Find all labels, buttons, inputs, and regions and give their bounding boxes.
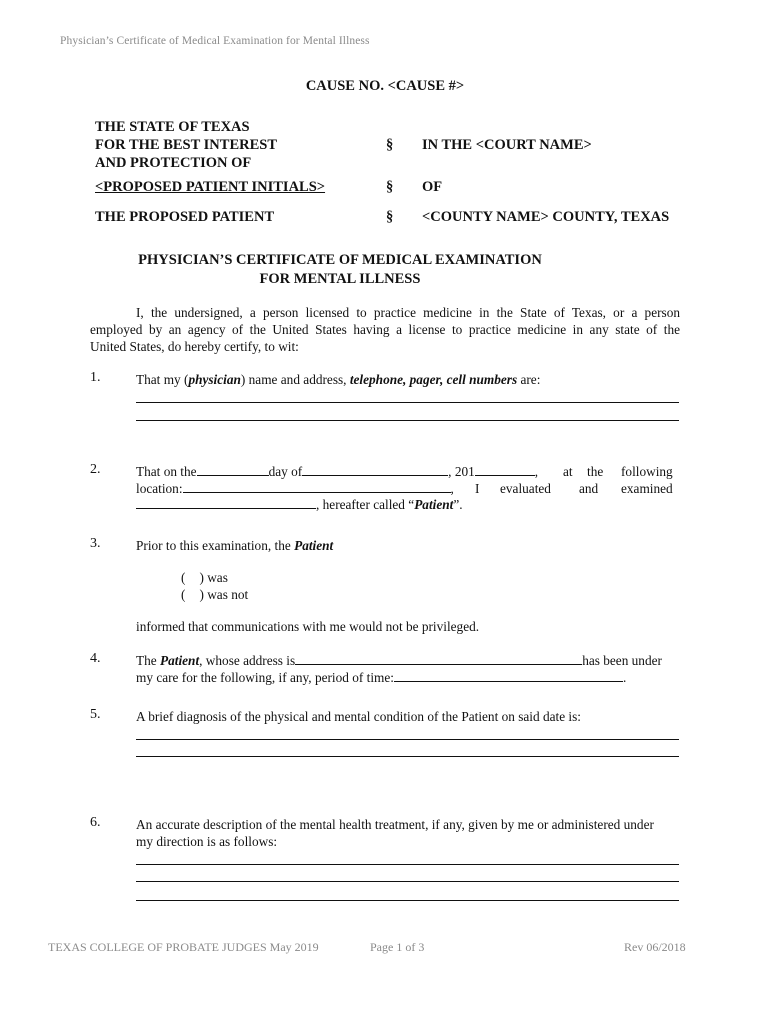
diagnosis-line[interactable] [136,756,679,757]
cause-number: CAUSE NO. <CAUSE #> [305,78,465,94]
item-3-informed: informed that communications with me would not be privileged. [136,619,480,634]
county-name-field[interactable]: <COUNTY NAME> COUNTY, TEXAS [422,209,670,225]
month-field[interactable] [302,463,448,476]
of-label: OF [422,179,443,195]
option-was-not[interactable]: ( ) was not [181,587,249,602]
style-left-block [95,118,277,172]
footer-page: Page 1 of 3 [370,940,425,954]
patient-name-field[interactable] [136,496,316,509]
care-period-field[interactable] [394,669,623,682]
item-number: 6. [90,815,101,830]
proposed-patient-label: THE PROPOSED PATIENT [95,209,275,225]
year-field[interactable] [475,463,535,476]
item-number: 2. [90,462,101,477]
title-line: FOR MENTAL ILLNESS [259,271,421,287]
style-line: THE STATE OF TEXAS [95,119,250,135]
item-6-line-1: An accurate description of the mental health treatment, if any, given by me or administered under [136,817,654,832]
section-mark: § [386,209,394,225]
document-header: Physician’s Certificate of Medical Examination for Mental Illness [60,35,370,47]
item-2-line-3: , hereafter called “Patient”. [136,496,463,513]
document-title [0,251,725,289]
title-line: PHYSICIAN’S CERTIFICATE OF MEDICAL EXAMINATION [138,252,542,268]
treatment-line[interactable] [136,864,679,865]
intro-line: I, the undersigned, a person licensed to practice medicine in the State of Texas, or a person [136,305,680,320]
treatment-line[interactable] [136,900,679,901]
item-number: 3. [90,536,101,551]
item-number: 4. [90,651,101,666]
item-4-line-1: The Patient, whose address is has been under [136,653,662,668]
item-2-line-1: That on the day of , 201 , at the following [136,464,673,479]
intro-line: United States, do hereby certify, to wit: [90,339,299,354]
day-field[interactable] [197,463,269,476]
style-line: FOR THE BEST INTEREST [95,137,277,153]
court-name-field[interactable]: IN THE <COURT NAME> [422,137,592,153]
patient-address-field[interactable] [295,652,582,665]
location-field[interactable] [183,480,451,493]
proposed-patient-initials-field[interactable]: <PROPOSED PATIENT INITIALS> [95,179,326,195]
item-2-line-2: location: , I evaluated and examined [136,481,673,496]
footer-left: TEXAS COLLEGE OF PROBATE JUDGES May 2019 [48,940,319,954]
item-number: 5. [90,707,101,722]
intro-paragraph [90,304,680,355]
name-address-line[interactable] [136,402,679,403]
item-1-text: That my (physician) name and address, telephone, pager, cell numbers are: [136,372,541,387]
treatment-line[interactable] [136,881,679,882]
item-5-text: A brief diagnosis of the physical and mental condition of the Patient on said date is: [136,709,581,724]
item-4-line-2: my care for the following, if any, period of time: . [136,670,627,685]
style-line: AND PROTECTION OF [95,155,252,171]
diagnosis-line[interactable] [136,739,679,740]
intro-line: employed by an agency of the United States having a license to practice medicine in any state of the [90,322,680,337]
section-mark: § [386,137,394,153]
section-mark: § [386,179,394,195]
item-number: 1. [90,370,101,385]
option-was[interactable]: ( ) was [181,570,228,585]
name-address-line[interactable] [136,420,679,421]
item-6-line-2: my direction is as follows: [136,834,278,849]
item-3-text: Prior to this examination, the Patient [136,538,334,553]
footer-revision: Rev 06/2018 [624,940,686,954]
